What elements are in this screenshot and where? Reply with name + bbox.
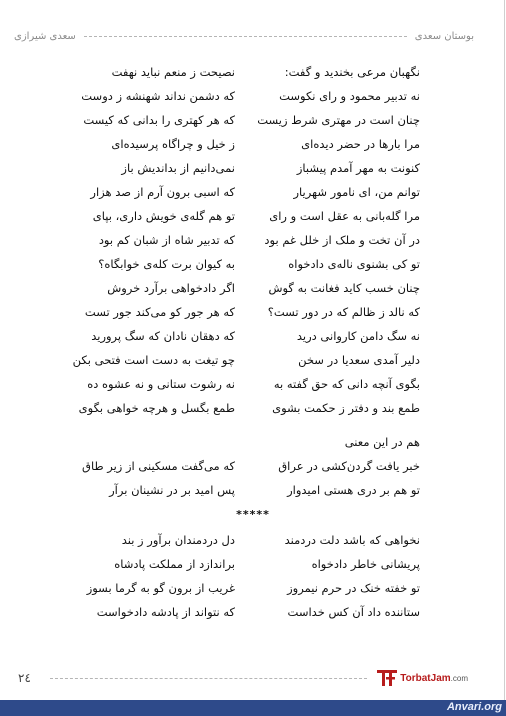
poem-section-2 xyxy=(60,430,420,502)
logo-icon xyxy=(377,669,397,687)
footer-divider xyxy=(50,678,367,679)
hemistich-second: دل دردمندان برآور ز بند xyxy=(121,533,235,547)
hemistich-second: که اسبی برون آرم از صد هزار xyxy=(90,185,235,199)
couplet xyxy=(60,600,420,624)
poem-section-1 xyxy=(60,60,420,420)
hemistich-first: تو هم بر دری هستی امیدوار xyxy=(287,483,420,497)
watermark-text: Anvari.org xyxy=(446,701,502,713)
hemistich-second: نمی‌دانیم از بداندیش باز xyxy=(121,161,235,175)
hemistich-second: نصیحت ز منعم نباید نهفت xyxy=(111,65,235,79)
hemistich-second: تو هم گله‌ی خویش داری، بپای xyxy=(92,209,235,223)
author-name: سعدی شیرازی xyxy=(14,30,76,42)
hemistich-first: بگوی آنچه دانی که حق گفته به xyxy=(273,377,420,391)
hemistich-first: در آن تخت و ملک از خلل غم بود xyxy=(264,233,420,247)
couplet xyxy=(60,180,420,204)
couplet xyxy=(60,576,420,600)
page-header xyxy=(14,28,474,44)
hemistich-first: کنونت به مهر آمدم پیشباز xyxy=(296,161,420,175)
header-divider xyxy=(84,36,407,37)
hemistich-first: دلیر آمدی سعدیا در سخن xyxy=(298,353,420,367)
logo-text: TorbatJam.com xyxy=(400,672,468,684)
hemistich-second: که هر جور کو می‌کند جور تست xyxy=(84,305,235,319)
hemistich-first: توانم من، ای نامور شهریار xyxy=(293,185,420,199)
hemistich-second: که می‌گفت مسکینی از زیر طاق xyxy=(82,459,235,473)
watermark-bar xyxy=(0,700,506,716)
hemistich-second: پس امید بر در نشینان برآر xyxy=(109,483,235,497)
page-number: ٢٤ xyxy=(18,671,31,685)
couplet xyxy=(60,300,420,324)
couplet xyxy=(60,252,420,276)
hemistich-second: ز خیل و چراگاه پرسیده‌ای xyxy=(111,137,235,151)
book-title: بوستان سعدی xyxy=(414,30,474,42)
hemistich-first: مرا بارها در حضر دیده‌ای xyxy=(301,137,420,151)
page-footer xyxy=(18,668,468,688)
site-logo xyxy=(377,669,468,687)
couplet xyxy=(60,552,420,576)
hemistich-second: به کیوان برت کله‌ی خوابگاه؟ xyxy=(98,257,235,271)
couplet xyxy=(60,84,420,108)
couplet xyxy=(60,348,420,372)
couplet xyxy=(60,156,420,180)
hemistich-first: نخواهی که باشد دلت دردمند xyxy=(284,533,420,547)
hemistich-first: تو خفته خنک در حرم نیمروز xyxy=(287,581,420,595)
hemistich-second: که دشمن نداند شهنشه ز دوست xyxy=(81,89,235,103)
couplet xyxy=(60,528,420,552)
hemistich-second: طمع بگسل و هرچه خواهی بگوی xyxy=(78,401,235,415)
hemistich-first: چنان است در مهتری شرط زیست xyxy=(257,113,420,127)
hemistich-first: خبر یافت گردن‌کشی در عراق xyxy=(278,459,420,473)
couplet xyxy=(60,372,420,396)
hemistich-second: که تدبیر شاه از شبان کم بود xyxy=(98,233,235,247)
hemistich-second: که دهقان نادان که سگ پرورید xyxy=(91,329,235,343)
hemistich-second: که هر کهتری را بدانی که کیست xyxy=(83,113,235,127)
hemistich-first: تو کی بشنوی ناله‌ی دادخواه xyxy=(288,257,420,271)
hemistich-first: نه تدبیر محمود و رای نکوست xyxy=(279,89,420,103)
hemistich-second: براندازد از مملکت پادشاه xyxy=(114,557,235,571)
couplet xyxy=(60,132,420,156)
couplet xyxy=(60,454,420,478)
section-heading: هم در این معنی xyxy=(344,435,420,449)
hemistich-second: چو تیغت به دست است فتحی بکن xyxy=(72,353,235,367)
couplet xyxy=(60,108,420,132)
hemistich-second: اگر دادخواهی برآرد خروش xyxy=(107,281,235,295)
hemistich-first: نه سگ دامن کاروانی درید xyxy=(296,329,420,343)
poem-section-3 xyxy=(60,528,420,624)
couplet xyxy=(60,276,420,300)
couplet xyxy=(60,204,420,228)
hemistich-first: چنان خسب کاید فغانت به گوش xyxy=(268,281,420,295)
couplet xyxy=(60,396,420,420)
couplet xyxy=(60,478,420,502)
hemistich-first: طمع بند و دفتر ز حکمت بشوی xyxy=(272,401,420,415)
hemistich-first: مرا گله‌بانی به عقل است و رای xyxy=(269,209,420,223)
hemistich-first: نگهبان مرعی بخندید و گفت: xyxy=(284,65,420,79)
separator-stars: ***** xyxy=(236,508,270,521)
hemistich-first: که نالد ز ظالم که در دور تست؟ xyxy=(267,305,420,319)
hemistich-first: پریشانی خاطر دادخواه xyxy=(311,557,420,571)
hemistich-second: نه رشوت ستانی و نه عشوه ده xyxy=(87,377,235,391)
couplet xyxy=(60,60,420,84)
couplet xyxy=(60,324,420,348)
hemistich-second: که نتواند از پادشه دادخواست xyxy=(96,605,235,619)
hemistich-first: ستاننده داد آن کس خداست xyxy=(287,605,420,619)
hemistich-second: غریب از برون گو به گرما بسوز xyxy=(86,581,235,595)
couplet xyxy=(60,228,420,252)
